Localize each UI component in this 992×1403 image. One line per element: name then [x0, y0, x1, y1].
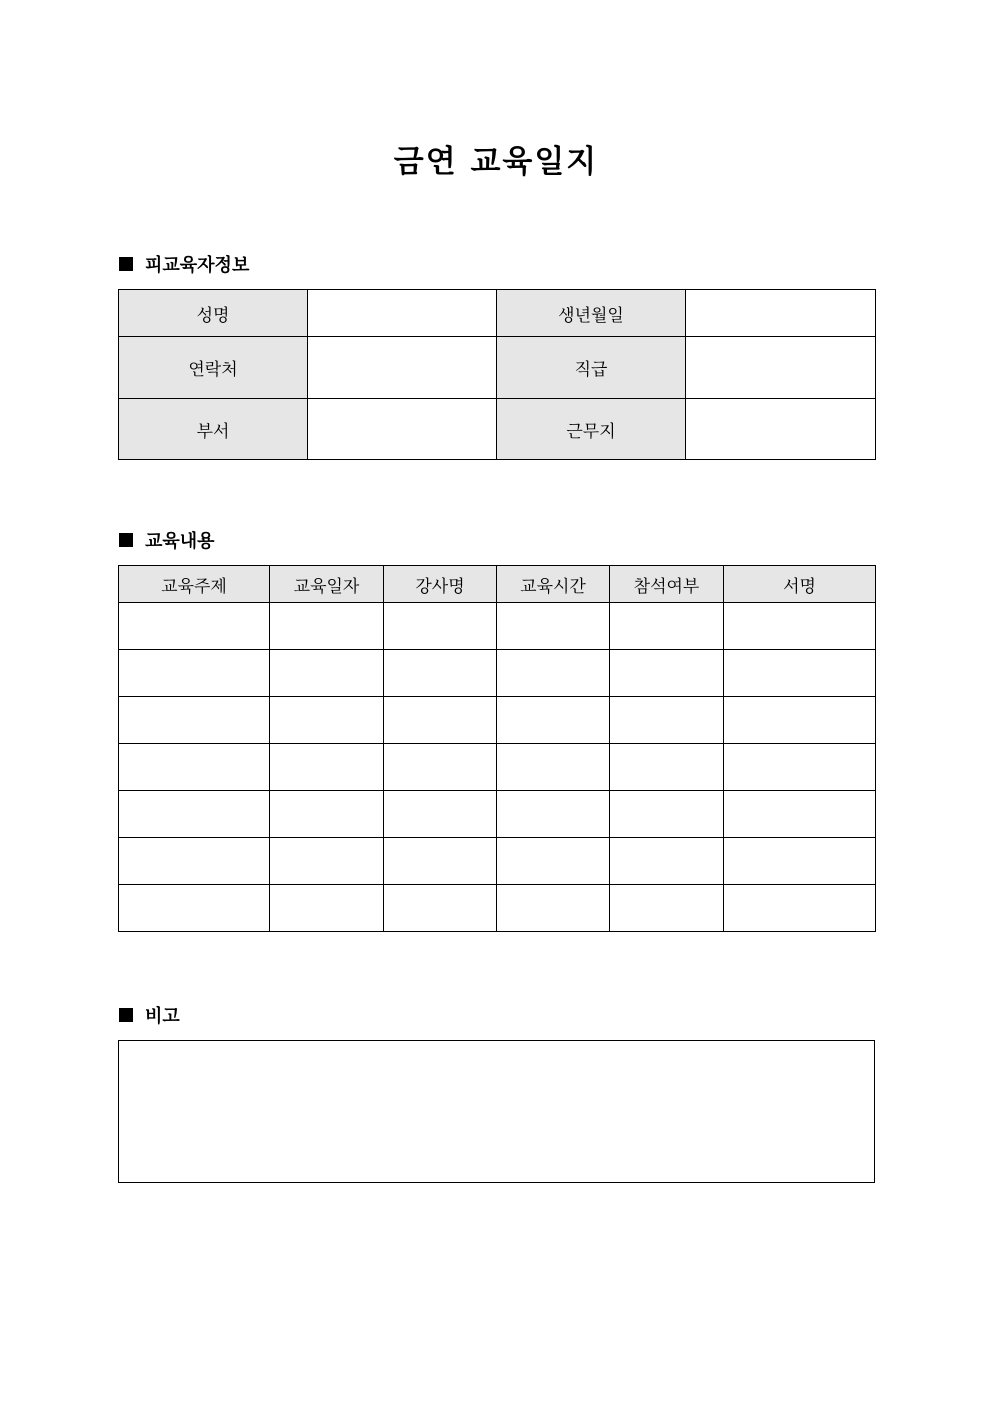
signature-cell[interactable] [724, 838, 876, 885]
department-label: 부서 [119, 399, 308, 460]
table-row [119, 650, 876, 697]
attendance-cell[interactable] [610, 885, 724, 932]
square-bullet-icon [119, 533, 133, 547]
column-header-attendance: 참석여부 [610, 566, 724, 603]
signature-cell[interactable] [724, 885, 876, 932]
document-title: 금연 교육일지 [393, 144, 599, 180]
signature-cell[interactable] [724, 791, 876, 838]
table-row [119, 885, 876, 932]
contact-label: 연락처 [119, 337, 308, 399]
topic-cell[interactable] [119, 791, 270, 838]
column-header-signature: 서명 [724, 566, 876, 603]
name-label: 성명 [119, 290, 308, 337]
date-cell[interactable] [270, 838, 384, 885]
department-value[interactable] [308, 399, 497, 460]
name-value[interactable] [308, 290, 497, 337]
topic-cell[interactable] [119, 697, 270, 744]
date-cell[interactable] [270, 744, 384, 791]
signature-cell[interactable] [724, 603, 876, 650]
trainee-info-heading-label: 피교육자정보 [145, 255, 250, 276]
birthdate-label: 생년월일 [497, 290, 686, 337]
column-header-instructor: 강사명 [384, 566, 497, 603]
workplace-label: 근무지 [497, 399, 686, 460]
column-header-topic: 교육주제 [119, 566, 270, 603]
duration-cell[interactable] [497, 603, 610, 650]
topic-cell[interactable] [119, 838, 270, 885]
trainee-info-heading [119, 251, 249, 277]
remarks-heading [119, 1002, 180, 1028]
table-row [119, 744, 876, 791]
topic-cell[interactable] [119, 885, 270, 932]
table-row [119, 697, 876, 744]
date-cell[interactable] [270, 603, 384, 650]
position-label: 직급 [497, 337, 686, 399]
duration-cell[interactable] [497, 697, 610, 744]
remarks-box[interactable] [118, 1040, 875, 1183]
workplace-value[interactable] [686, 399, 876, 460]
topic-cell[interactable] [119, 650, 270, 697]
attendance-cell[interactable] [610, 650, 724, 697]
table-row [119, 791, 876, 838]
column-header-duration: 교육시간 [497, 566, 610, 603]
topic-cell[interactable] [119, 744, 270, 791]
date-cell[interactable] [270, 885, 384, 932]
column-header-date: 교육일자 [270, 566, 384, 603]
trainee-info-table [118, 289, 876, 460]
signature-cell[interactable] [724, 697, 876, 744]
duration-cell[interactable] [497, 744, 610, 791]
instructor-cell[interactable] [384, 838, 497, 885]
attendance-cell[interactable] [610, 791, 724, 838]
instructor-cell[interactable] [384, 744, 497, 791]
table-row [119, 603, 876, 650]
table-row [119, 838, 876, 885]
date-cell[interactable] [270, 650, 384, 697]
education-heading [119, 527, 215, 553]
instructor-cell[interactable] [384, 603, 497, 650]
education-table [118, 565, 876, 932]
signature-cell[interactable] [724, 744, 876, 791]
square-bullet-icon [119, 257, 133, 271]
instructor-cell[interactable] [384, 791, 497, 838]
trainee-info-row [119, 399, 876, 460]
date-cell[interactable] [270, 697, 384, 744]
signature-cell[interactable] [724, 650, 876, 697]
instructor-cell[interactable] [384, 650, 497, 697]
attendance-cell[interactable] [610, 838, 724, 885]
remarks-heading-label: 비고 [145, 1006, 180, 1027]
trainee-info-row [119, 290, 876, 337]
duration-cell[interactable] [497, 838, 610, 885]
education-heading-label: 교육내용 [145, 531, 215, 552]
duration-cell[interactable] [497, 791, 610, 838]
attendance-cell[interactable] [610, 697, 724, 744]
instructor-cell[interactable] [384, 885, 497, 932]
duration-cell[interactable] [497, 650, 610, 697]
instructor-cell[interactable] [384, 697, 497, 744]
contact-value[interactable] [308, 337, 497, 399]
topic-cell[interactable] [119, 603, 270, 650]
square-bullet-icon [119, 1008, 133, 1022]
date-cell[interactable] [270, 791, 384, 838]
attendance-cell[interactable] [610, 744, 724, 791]
position-value[interactable] [686, 337, 876, 399]
birthdate-value[interactable] [686, 290, 876, 337]
trainee-info-row [119, 337, 876, 399]
duration-cell[interactable] [497, 885, 610, 932]
attendance-cell[interactable] [610, 603, 724, 650]
education-header-row [119, 566, 876, 603]
